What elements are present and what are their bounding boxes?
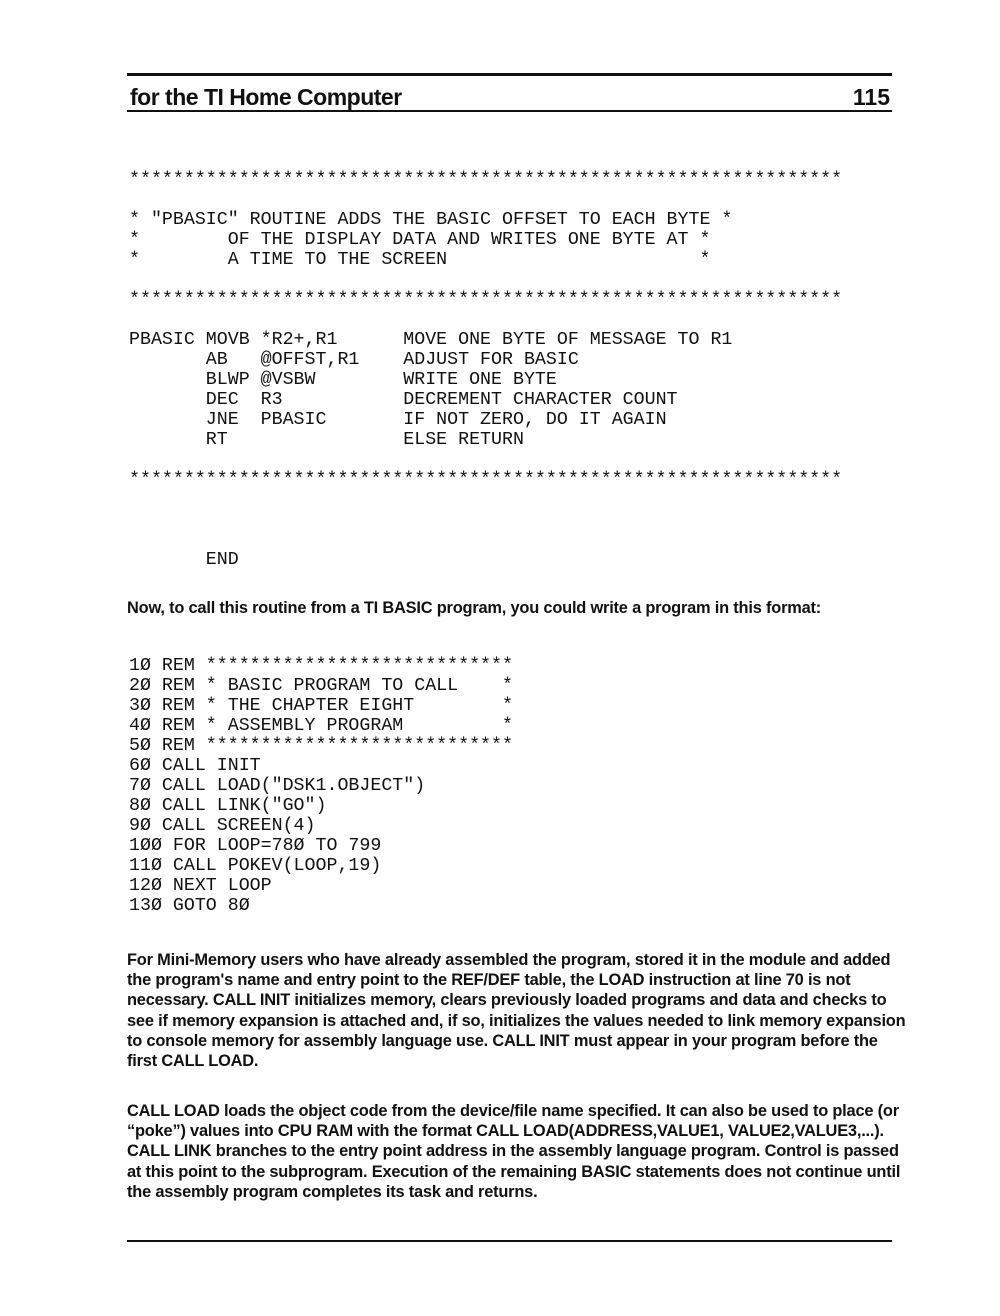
asm-line xyxy=(129,530,842,550)
asm-line xyxy=(129,190,842,210)
asm-line: DEC R3 DECREMENT CHARACTER COUNT xyxy=(129,390,678,410)
asm-line: JNE PBASIC IF NOT ZERO, DO IT AGAIN xyxy=(129,410,667,430)
asm-line: * OF THE DISPLAY DATA AND WRITES ONE BYTE AT * xyxy=(129,230,711,250)
intro-paragraph: Now, to call this routine from a TI BASIC program, you could write a program in this format: xyxy=(127,599,822,617)
basic-line: 8Ø CALL LINK("GO") xyxy=(129,796,327,816)
basic-line: 6Ø CALL INIT xyxy=(129,756,261,776)
running-header-title: for the TI Home Computer xyxy=(130,84,402,110)
basic-line: 3Ø REM * THE CHAPTER EIGHT * xyxy=(129,696,513,716)
asm-line: ***************************************************************** xyxy=(129,170,843,190)
asm-line: * "PBASIC" ROUTINE ADDS THE BASIC OFFSET TO EACH BYTE * xyxy=(129,210,733,230)
page-number: 115 xyxy=(852,84,890,110)
header-top-rule xyxy=(127,73,892,76)
mini-memory-paragraph: For Mini-Memory users who have already assembled the program, stored it in the module and added the program's name and entry point to the REF/DEF table, the LOAD instruction at line 70 is not necessary. CALL INIT initializes memory, clears previously loaded programs and data and checks to see if memory expansion is attached and, if so, initializes the values needed to link memory expansion to console memory for assembly language use. CALL INIT must appear in your program before the first CALL LOAD. xyxy=(127,951,906,1071)
asm-line: AB @OFFST,R1 ADJUST FOR BASIC xyxy=(129,350,579,370)
basic-line: 12Ø NEXT LOOP xyxy=(129,876,272,896)
asm-line: * A TIME TO THE SCREEN * xyxy=(129,250,711,270)
basic-line: 11Ø CALL POKEV(LOOP,19) xyxy=(129,856,382,876)
asm-line: END xyxy=(129,550,239,570)
asm-line: BLWP @VSBW WRITE ONE BYTE xyxy=(129,370,557,390)
basic-line: 1ØØ FOR LOOP=78Ø TO 799 xyxy=(129,836,382,856)
basic-line: 5Ø REM **************************** xyxy=(129,736,513,756)
header-underline-rule xyxy=(127,110,892,112)
footer-rule xyxy=(127,1240,892,1242)
basic-line: 2Ø REM * BASIC PROGRAM TO CALL * xyxy=(129,676,513,696)
basic-line: 9Ø CALL SCREEN(4) xyxy=(129,816,316,836)
asm-line: ***************************************************************** xyxy=(129,470,843,490)
call-load-paragraph: CALL LOAD loads the object code from the device/file name specified. It can also be used to place (or “poke”) values into CPU RAM with the format CALL LOAD(ADDRESS,VALUE1, VALUE2,VALUE3,...). CALL LINK branches to the entry point address in the assembly language program. Control is passed at this point to the subprogram. Execution of the remaining BASIC statements does not continue until the assembly program completes its task and returns. xyxy=(127,1102,901,1201)
basic-program-listing xyxy=(129,656,513,916)
basic-line: 1Ø REM **************************** xyxy=(129,656,513,676)
asm-line: ***************************************************************** xyxy=(129,290,843,310)
assembly-code-listing xyxy=(129,170,842,570)
asm-line xyxy=(129,270,842,290)
asm-line: PBASIC MOVB *R2+,R1 MOVE ONE BYTE OF MESSAGE TO R1 xyxy=(129,330,733,350)
asm-line xyxy=(129,310,842,330)
asm-line: RT ELSE RETURN xyxy=(129,430,524,450)
asm-line xyxy=(129,490,842,510)
basic-line: 7Ø CALL LOAD("DSK1.OBJECT") xyxy=(129,776,426,796)
basic-line: 13Ø GOTO 8Ø xyxy=(129,896,250,916)
asm-line xyxy=(129,450,842,470)
basic-line: 4Ø REM * ASSEMBLY PROGRAM * xyxy=(129,716,513,736)
asm-line xyxy=(129,510,842,530)
